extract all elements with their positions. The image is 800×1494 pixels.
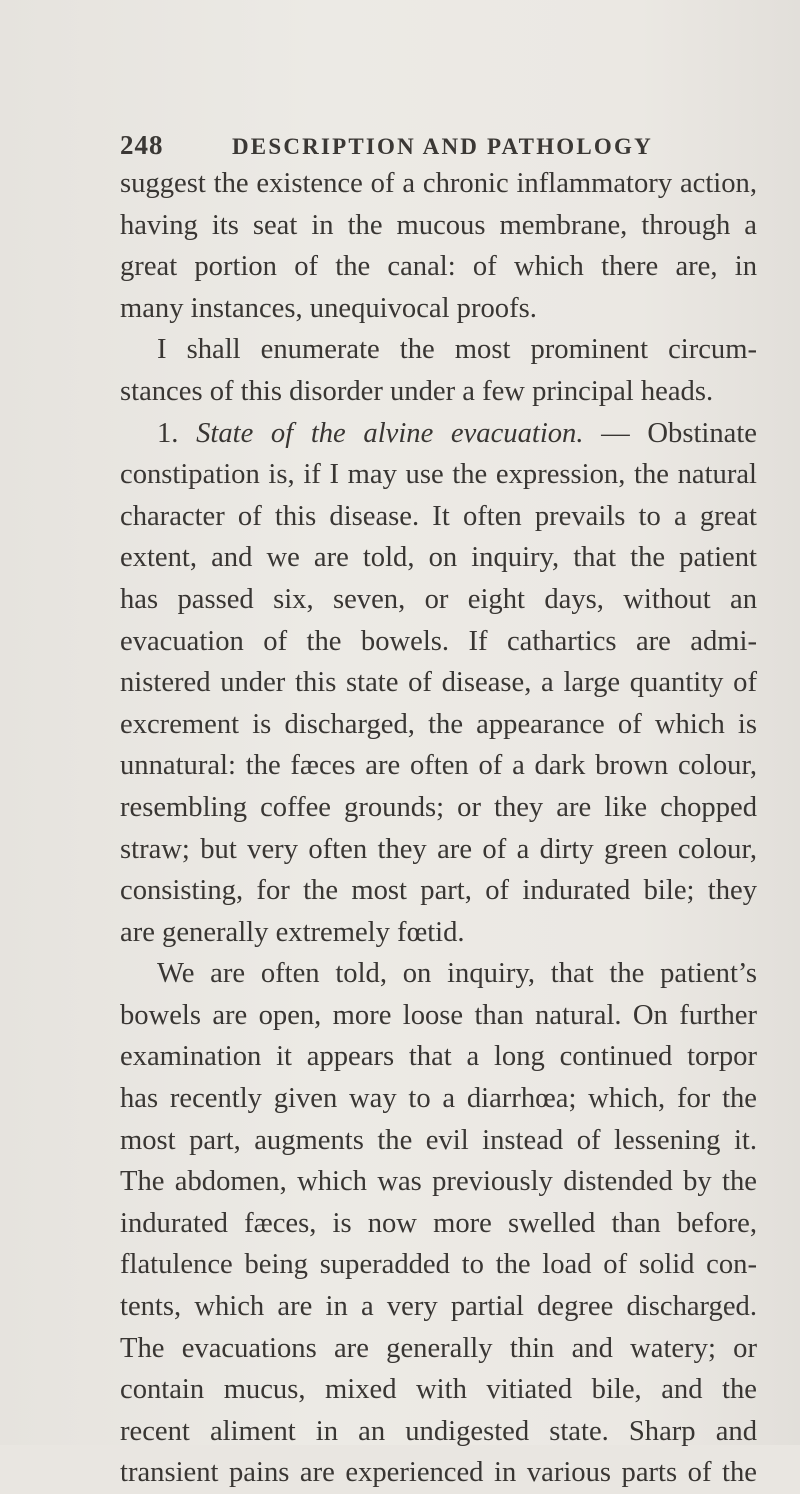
- text-line: examination it appears that a long continued torpor: [120, 1041, 757, 1073]
- text-line: recent aliment in an undigested state. Sharp and: [120, 1415, 757, 1447]
- text-line: constipation is, if I may use the expression, the natural: [120, 459, 757, 491]
- section-heading-line: [120, 413, 757, 455]
- text-line: suggest the existence of a chronic inflammatory action,: [120, 168, 757, 199]
- text-line: stances of this disorder under a few principal heads.: [120, 375, 714, 407]
- text-line: We are often told, on inquiry, that the patient’s: [157, 958, 757, 990]
- text-line: unnatural: the fæces are often of a dark brown colour,: [120, 750, 757, 782]
- text-line: many instances, unequivocal proofs.: [120, 292, 537, 324]
- text-line: has recently given way to a diarrhœa; which, for the: [120, 1083, 757, 1115]
- text-line: bowels are open, more loose than natural. On further: [120, 999, 757, 1031]
- text-line: transient pains are experienced in various parts of the: [120, 1457, 757, 1489]
- text-line: I shall enumerate the most prominent circum-: [157, 334, 757, 366]
- text-line: indurated fæces, is now more swelled than before,: [120, 1207, 757, 1239]
- text-line: contain mucus, mixed with vitiated bile, and the: [120, 1374, 757, 1406]
- text-line: are generally extremely fœtid.: [120, 916, 465, 948]
- text-line: The evacuations are generally thin and watery; or: [120, 1332, 757, 1364]
- text-line: straw; but very often they are of a dirty green colour,: [120, 833, 757, 865]
- text-line: has passed six, seven, or eight days, without an: [120, 583, 757, 615]
- text-line: character of this disease. It often prevails to a great: [120, 500, 757, 532]
- text-line: extent, and we are told, on inquiry, that the patient: [120, 542, 757, 574]
- running-head: DESCRIPTION AND PATHOLOGY: [232, 134, 653, 159]
- text-line: tents, which are in a very partial degree discharged.: [120, 1291, 757, 1323]
- section-heading: State of the alvine evacuation.: [196, 417, 584, 449]
- text-line: The abdomen, which was previously distended by the: [120, 1166, 757, 1198]
- text-line: nistered under this state of disease, a large quantity of: [120, 667, 757, 699]
- text-line: consisting, for the most part, of indurated bile; they: [120, 875, 757, 907]
- text-line: flatulence being superadded to the load of solid con-: [120, 1249, 757, 1281]
- page-number: 248: [120, 130, 164, 160]
- section-number: 1.: [157, 417, 179, 449]
- text-line: having its seat in the mucous membrane, through a: [120, 209, 757, 241]
- text-line: evacuation of the bowels. If cathartics are admi-: [120, 625, 757, 657]
- section-lead-text: — Obstinate: [601, 417, 757, 449]
- text-line: most part, augments the evil instead of lessening it.: [120, 1124, 757, 1156]
- body-text: [120, 163, 757, 1494]
- text-line: resembling coffee grounds; or they are like chopped: [120, 791, 757, 823]
- text-line: great portion of the canal: of which there are, in: [120, 251, 757, 283]
- text-line: excrement is discharged, the appearance of which is: [120, 708, 757, 740]
